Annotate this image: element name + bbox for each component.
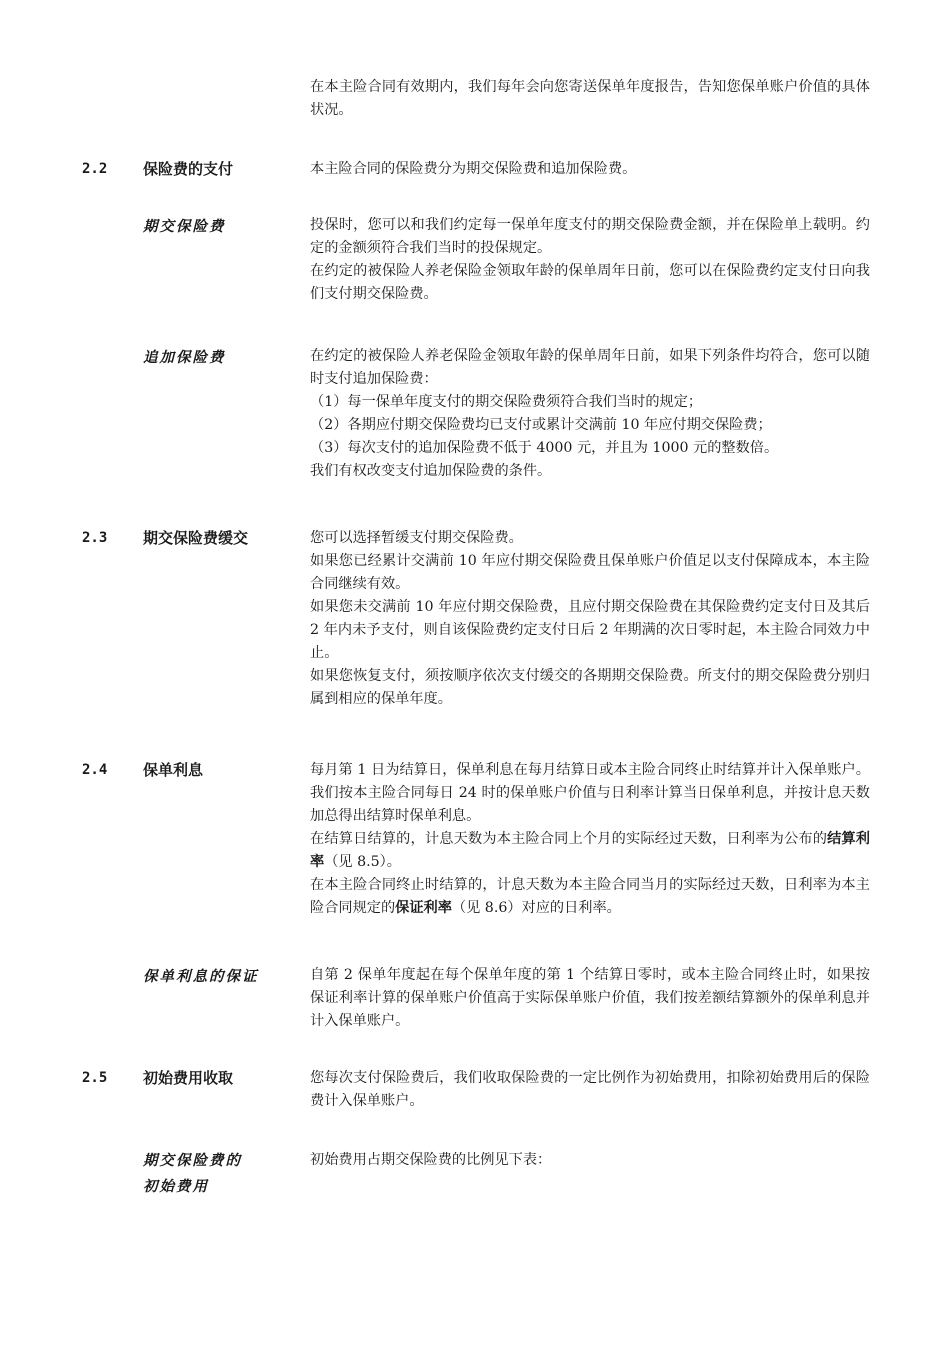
- paragraph: 如果您已经累计交满前 10 年应付期交保险费且保单账户价值足以支付保障成本，本主险合同继续有效。: [310, 553, 870, 592]
- section-number: 2.2: [82, 161, 108, 177]
- condition-item: （3）每次支付的追加保险费不低于 4000 元，并且为 1000 元的整数倍。: [310, 440, 779, 456]
- paragraph: 本主险合同的保险费分为期交保险费和追加保险费。: [310, 161, 637, 177]
- paragraph: 您可以选择暂缓支付期交保险费。: [310, 530, 523, 546]
- subsection-body: [310, 964, 870, 1033]
- section-number: 2.3: [82, 530, 108, 546]
- term-guaranteed-rate: 保证利率: [395, 900, 452, 916]
- section-body: [310, 759, 870, 920]
- paragraph: 投保时，您可以和我们约定每一保单年度支付的期交保险费金额，并在保险单上载明。约定的金额须符合我们当时的投保规定。: [310, 217, 870, 256]
- section-body: [310, 1067, 870, 1113]
- paragraph: [310, 874, 870, 920]
- paragraph: 如果您未交满前 10 年应付期交保险费，且应付期交保险费在其保险费约定支付日及其后 2 年内未予支付，则自该保险费约定支付日后 2 年期满的次日零时起，本主险合同效力中止。: [310, 599, 870, 661]
- condition-item: （2）各期应付期交保险费均已支付或累计交满前 10 年应付期交保险费；: [310, 417, 772, 433]
- subsection-title: [143, 1148, 273, 1200]
- paragraph: 初始费用占期交保险费的比例见下表：: [310, 1152, 552, 1168]
- subsection-title-line: 初始费用: [143, 1178, 209, 1195]
- subsection-body: [310, 345, 870, 483]
- paragraph: 在约定的被保险人养老保险金领取年龄的保单周年日前，如果下列条件均符合，您可以随时支付追加保险费：: [310, 348, 870, 387]
- paragraph: 您每次支付保险费后，我们收取保险费的一定比例作为初始费用，扣除初始费用后的保险费计入保单账户。: [310, 1070, 870, 1109]
- section-title: 期交保险费缓交: [143, 529, 249, 547]
- text-run: （见 8.5）。: [324, 854, 401, 870]
- section-title: 保险费的支付: [143, 160, 234, 178]
- paragraph: 在约定的被保险人养老保险金领取年龄的保单周年日前，您可以在保险费约定支付日向我们支付期交保险费。: [310, 263, 870, 302]
- paragraph: 自第 2 保单年度起在每个保单年度的第 1 个结算日零时，或本主险合同终止时，如果按保证利率计算的保单账户价值高于实际保单账户价值，我们按差额结算额外的保单利息并计入保单账户。: [310, 967, 870, 1029]
- section-number: 2.4: [82, 762, 108, 778]
- term-settlement-rate: 结算利率: [310, 831, 870, 870]
- paragraph: 如果您恢复支付，须按顺序依次支付缓交的各期期交保险费。所支付的期交保险费分别归属到相应的保单年度。: [310, 668, 870, 707]
- subsection-title: 期交保险费: [143, 218, 226, 235]
- paragraph: 每月第 1 日为结算日，保单利息在每月结算日或本主险合同终止时结算并计入保单账户。我们按本主险合同每日 24 时的保单账户价值与日利率计算当日保单利息，并按计息天数加总得出结算时保单利息。: [310, 762, 870, 824]
- intro-text: 在本主险合同有效期内，我们每年会向您寄送保单年度报告，告知您保单账户价值的具体状况。: [310, 79, 870, 118]
- section-title: 初始费用收取: [143, 1069, 234, 1087]
- subsection-title: 追加保险费: [143, 349, 226, 366]
- subsection-title-line: 期交保险费的: [143, 1152, 242, 1169]
- paragraph: [310, 828, 870, 874]
- intro-paragraph: [310, 76, 870, 122]
- section-number: 2.5: [82, 1070, 108, 1086]
- subsection-body: [310, 1149, 870, 1172]
- section-body: [310, 527, 870, 711]
- subsection-title: 保单利息的保证: [143, 968, 259, 985]
- text-run: （见 8.6）对应的日利率。: [451, 900, 621, 916]
- section-body: [310, 158, 870, 181]
- subsection-body: [310, 214, 870, 306]
- text-run: 在结算日结算的，计息天数为本主险合同上个月的实际经过天数，日利率为公布的: [310, 831, 828, 847]
- text-run: 在本主险合同终止时结算的，计息天数为本主险合同当月的实际经过天数，日利率为本主险合同规定的: [310, 877, 870, 916]
- section-title: 保单利息: [143, 761, 204, 779]
- paragraph: 我们有权改变支付追加保险费的条件。: [310, 463, 552, 479]
- condition-item: （1）每一保单年度支付的期交保险费须符合我们当时的规定；: [310, 394, 703, 410]
